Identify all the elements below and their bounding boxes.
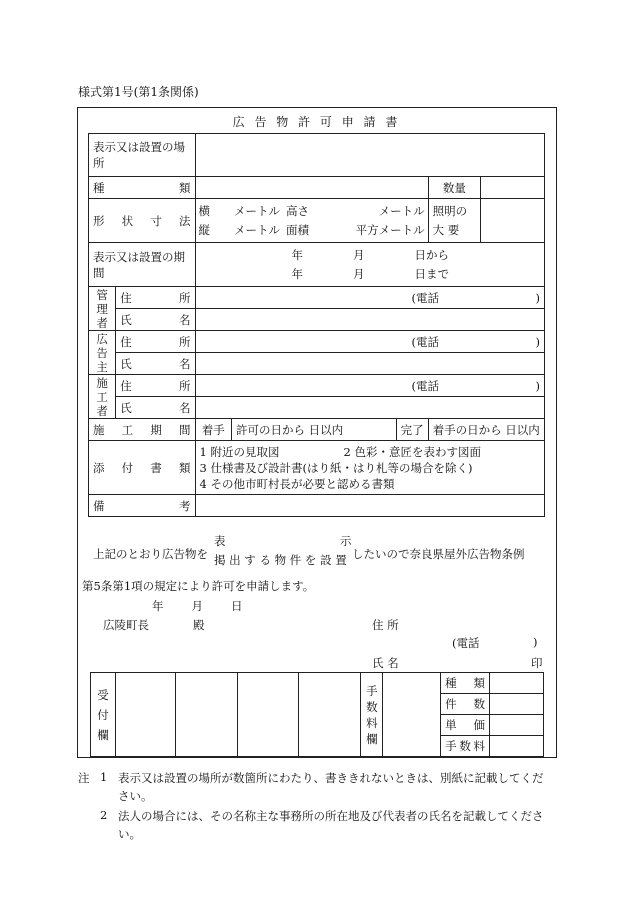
attachments-label: 添 付 書 類 [89,441,196,495]
manager-address-label: 住 所 [116,287,195,309]
dimensions-field[interactable] [195,199,428,243]
fee-cell[interactable] [383,673,441,757]
fee-item-count-value[interactable] [490,694,544,715]
from-year: 年 [291,247,303,262]
date-year: 年 [152,599,164,613]
applicant-address-label: 住 所 [372,618,399,632]
note-2-line1: 法人の場合には、その名称主な事務所の所在地及び代表者の氏名を記載してくださ [118,809,544,823]
location-field[interactable] [195,134,545,177]
type-field[interactable] [195,177,428,199]
note-2-number: 2 [100,808,108,822]
from-day: 日から [414,247,449,262]
form-title: 広 告 物 許 可 申 請 書 [232,115,401,129]
remarks-field[interactable] [195,495,545,517]
to-year: 年 [291,266,303,281]
period-field[interactable] [195,243,545,287]
date-day: 日 [231,599,243,613]
receipt-cell-1[interactable] [115,673,175,757]
statement-option-install: 掲 出 す る 物 件 を 設 置 [214,553,347,567]
fee-label: 手 数 料 欄 [361,673,383,757]
manager-name-label: 氏 名 [116,309,195,331]
fee-item-fee: 手数料 [441,736,490,757]
quantity-label: 数量 [428,177,481,199]
width-label: 横 [198,203,210,218]
notes-prefix: 注 [78,771,90,785]
remarks-label: 備 考 [89,495,196,517]
advertiser-address-field[interactable] [195,331,545,353]
height-unit: メートル [378,203,425,218]
receipt-cell-4[interactable] [299,673,361,757]
fee-item-unit-price-value[interactable] [490,715,544,736]
attach-item-4: 4 その他市町村長が必要と認める書類 [199,476,395,491]
builder-label: 施 工 者 [89,375,116,419]
fee-item-unit-price: 単 価 [441,715,490,736]
vertical-unit: メートル [234,222,280,237]
advertiser-name-label: 氏 名 [116,353,195,375]
seal-mark: 印 [531,656,543,670]
note-1-line2: さい。 [118,789,153,803]
lighting-line2: 大 要 [432,222,460,237]
attachments-list [195,441,545,495]
area-unit: 平方メートル [355,222,425,237]
application-table [88,133,545,517]
statement-option-display-a: 表 [214,534,226,548]
phone-close: ) [535,290,540,305]
lighting-field[interactable] [481,199,545,243]
to-month: 月 [353,266,365,281]
fee-item-type: 種 類 [441,673,490,694]
statement-line1 [93,533,553,571]
applicant-phone-open: (電話 [452,636,480,650]
complete-field[interactable]: 着手の日から 日以内 [428,419,544,441]
addressee-honorific: 殿 [193,618,205,632]
statement-pre: 上記のとおり広告物を [93,547,208,561]
phone-close: ) [535,378,540,393]
manager-label: 管 理 者 [89,287,116,331]
builder-address-field[interactable] [195,375,545,397]
phone-open: (電話 [411,334,439,349]
to-day: 日まで [414,266,449,281]
lighting-line1: 照明の [432,203,468,218]
attach-item-2: 2 色彩・意匠を表わす図面 [343,444,481,459]
note-1-line1: 表示又は設置の場所が数箇所にわたり、書ききれないときは、別紙に記載してくだ [118,771,544,785]
date-month: 月 [191,599,203,613]
from-month: 月 [353,247,365,262]
receipt-label: 受 付 欄 [91,673,116,757]
applicant-name-label: 氏 名 [372,656,399,670]
fee-item-type-value[interactable] [490,673,544,694]
builder-name-label: 氏 名 [116,397,195,419]
vertical-label: 縦 [198,222,210,237]
builder-address-label: 住 所 [116,375,195,397]
addressee [103,617,205,633]
date-line [152,598,243,614]
statement-post: したいので奈良県屋外広告物条例 [352,547,525,561]
fee-item-fee-value[interactable] [490,736,544,757]
addressee-name: 広陵町長 [103,618,149,632]
advertiser-address-label: 住 所 [116,331,195,353]
quantity-field[interactable] [481,177,545,199]
fee-item-count: 件 数 [441,694,490,715]
start-label: 着手 [195,419,231,441]
note-2-line2: い。 [118,827,141,841]
period-label: 表示又は設置の期間 [89,243,196,287]
phone-open: (電話 [411,378,439,393]
phone-open: (電話 [411,290,439,305]
advertiser-name-field[interactable] [195,353,545,375]
manager-address-field[interactable] [195,287,545,309]
advertiser-label: 広 告 主 [89,331,116,375]
area-label: 面積 [286,222,309,237]
builder-name-field[interactable] [195,397,545,419]
location-label: 表示又は設置の場所 [89,134,196,177]
phone-close: ) [535,334,540,349]
receipt-table [90,672,544,757]
start-field[interactable]: 許可の日から 日以内 [231,419,396,441]
note-1-number: 1 [100,770,108,784]
form-number: 様式第1号(第1条関係) [78,85,199,99]
attach-item-1: 1 附近の見取図 [199,444,280,459]
type-label: 種 類 [89,177,196,199]
receipt-cell-2[interactable] [175,673,237,757]
lighting-label [428,199,481,243]
complete-label: 完了 [396,419,428,441]
height-label: 高さ [286,203,309,218]
receipt-cell-3[interactable] [237,673,299,757]
width-unit: メートル [234,203,280,218]
shape-label: 形 状 寸 法 [89,199,196,243]
manager-name-field[interactable] [195,309,545,331]
attach-item-3: 3 仕様書及び設計書(はり紙・はり札等の場合を除く) [199,460,473,475]
construction-label: 施 工 期 間 [89,419,196,441]
statement-option-display-b: 示 [340,534,352,548]
statement-line2: 第5条第1項の規定により許可を申請します。 [82,579,315,593]
applicant-phone-close: ) [533,635,538,649]
